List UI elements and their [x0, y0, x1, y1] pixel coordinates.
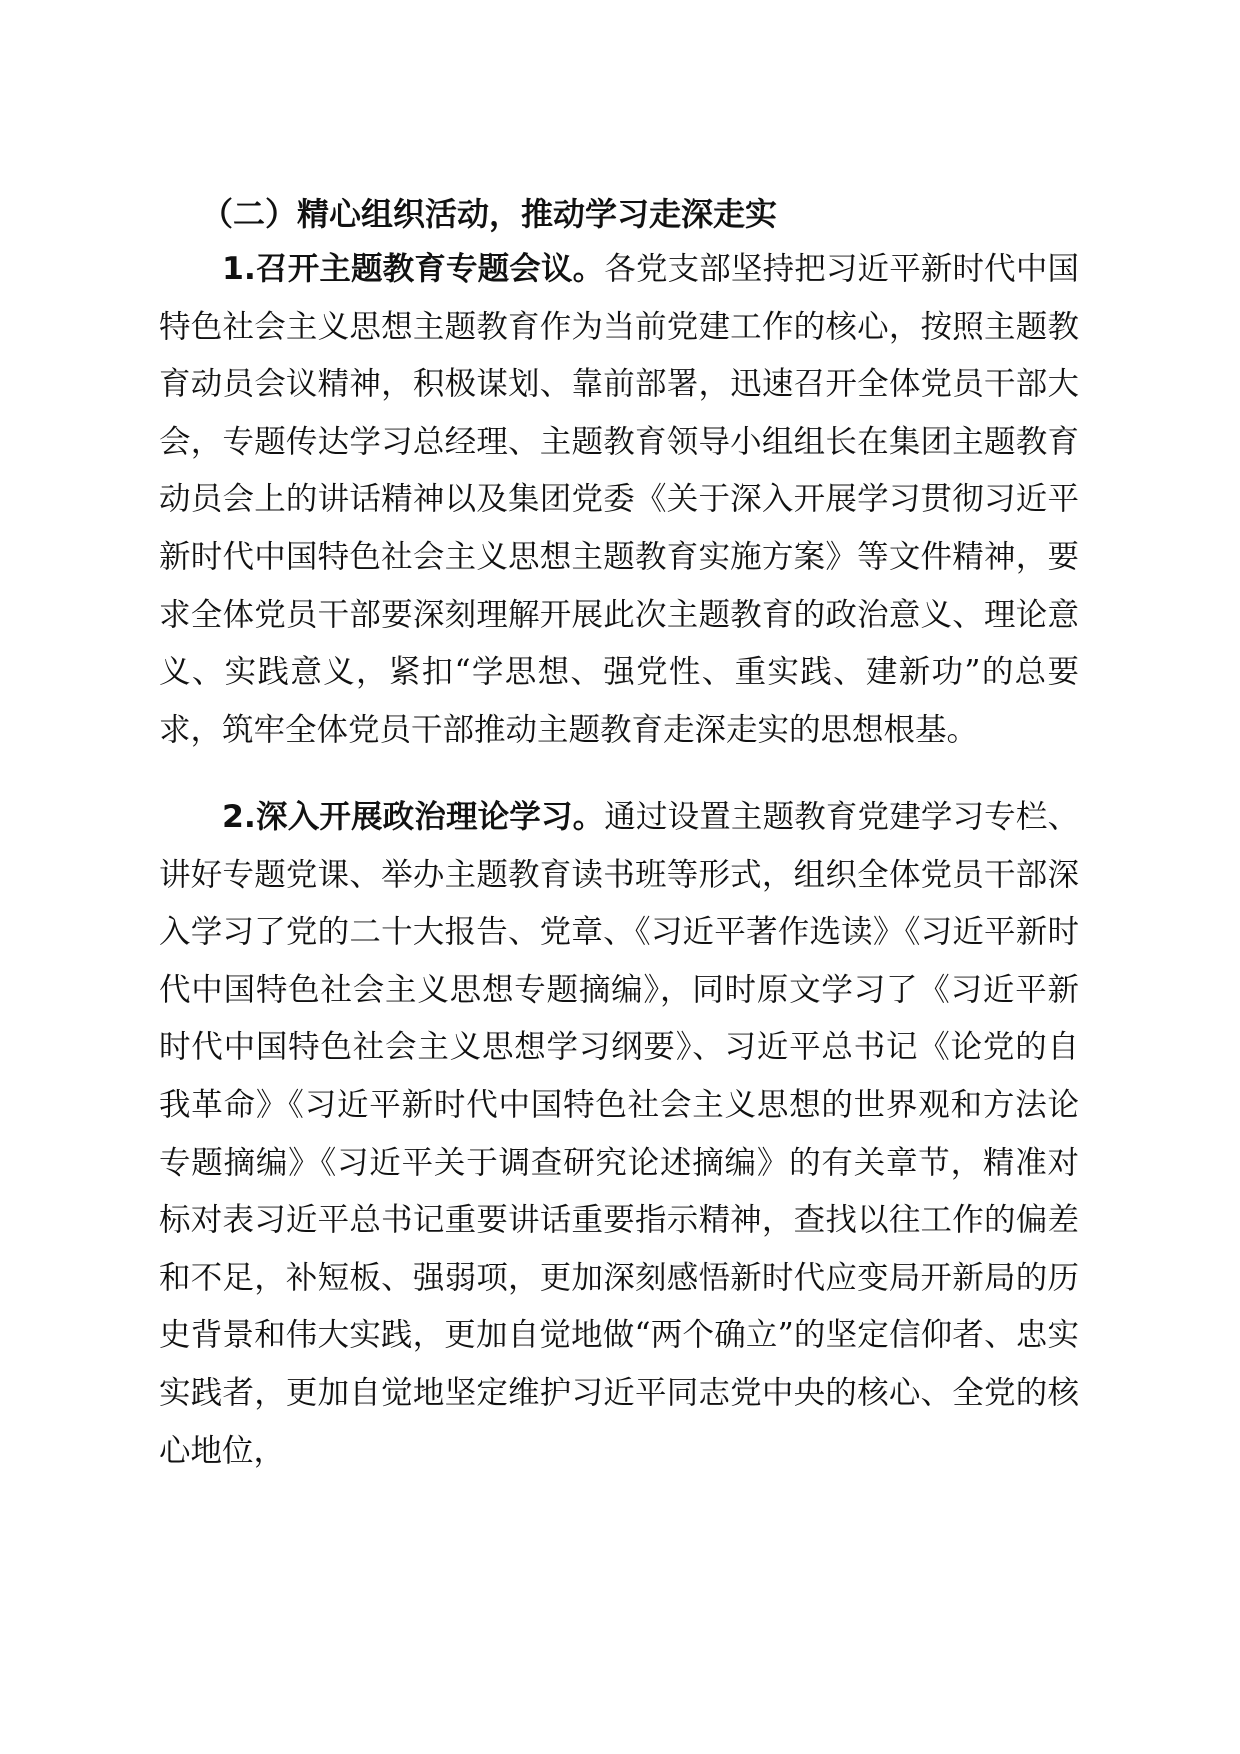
paragraph-2-body: 通过设置主题教育党建学习专栏、讲好专题党课、举办主题教育读书班等形式，组织全体党员干部深入学习了党的二十大报告、党章、《习近平著作选读》《习近平新时代中国特色社会主义思想专题摘编》，同时原文学习了《习近平新时代中国特色社会主义思想学习纲要》、习近平总书记《论党的自我革命》《习近平新时代中国特色社会主义思想的世界观和方法论专题摘编》《习近平关于调查研究论述摘编》的有关章节，精准对标对表习近平总书记重要讲话重要指示精神，查找以往工作的偏差和不足，补短板、强弱项，更加深刻感悟新时代应变局开新局的历史背景和伟大实践，更加自觉地做“两个确立”的坚定信仰者、忠实实践者，更加自觉地坚定维护习近平同志党中央的核心、全党的核心地位，	[159, 799, 1079, 1469]
paragraph-2-lead: 2.深入开展政治理论学习。	[222, 799, 605, 835]
paragraph-1	[159, 241, 1079, 759]
paragraph-1-body: 各党支部坚持把习近平新时代中国特色社会主义思想主题教育作为当前党建工作的核心，按照主题教育动员会议精神，积极谋划、靠前部署，迅速召开全体党员干部大会，专题传达学习总经理、主题教育领导小组组长在集团主题教育动员会上的讲话精神以及集团党委《关于深入开展学习贯彻习近平新时代中国特色社会主义思想主题教育实施方案》等文件精神，要求全体党员干部要深刻理解开展此次主题教育的政治意义、理论意义、实践意义，紧扣“学思想、强党性、重实践、建新功”的总要求，筑牢全体党员干部推动主题教育走深走实的思想根基。	[159, 251, 1079, 748]
section-heading: （二）精心组织活动，推动学习走深走实	[201, 195, 778, 233]
paragraph-2	[159, 789, 1079, 1480]
paragraph-1-lead: 1.召开主题教育专题会议。	[222, 251, 605, 287]
